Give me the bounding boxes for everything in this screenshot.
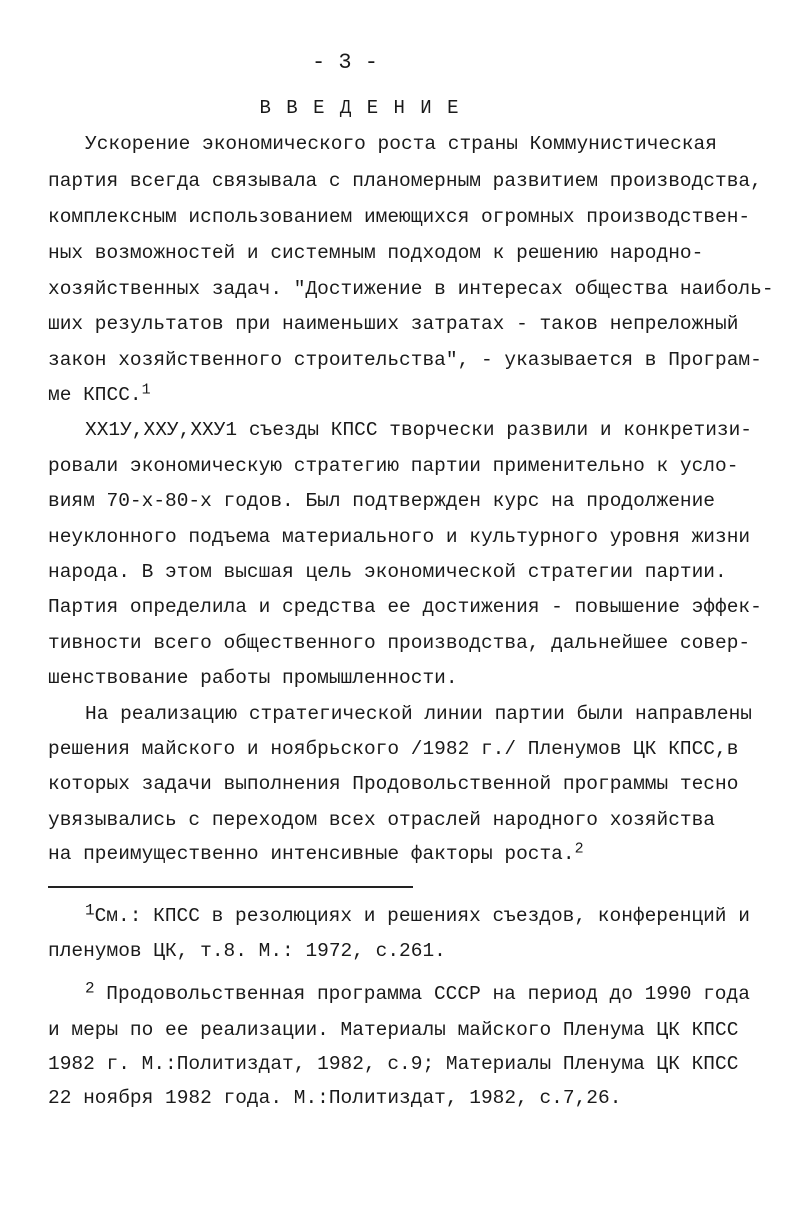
body-line: народа. В этом высшая цель экономической стратегии партии.: [48, 561, 727, 583]
footnote-1-line: [85, 901, 750, 927]
body-line-text: ме КПСС.: [48, 384, 142, 406]
body-line: комплексным использованием имеющихся огромных производствен-: [48, 206, 751, 228]
footnote-divider: [48, 886, 413, 888]
body-line: Партия определила и средства ее достижения - повышение эффек-: [48, 596, 762, 618]
body-line: виям 70-х-80-х годов. Был подтвержден курс на продолжение: [48, 490, 716, 512]
body-line-with-ref: [48, 381, 151, 406]
body-line: которых задачи выполнения Продовольственной программы тесно: [48, 773, 739, 795]
footnote-2-line: [85, 979, 750, 1005]
section-heading: В В Е Д Е Н И Е: [259, 97, 461, 119]
body-line-with-ref: [48, 840, 584, 865]
body-line: закон хозяйственного строительства", - указывается в Програм-: [48, 349, 762, 371]
footnote-1-text: См.: КПСС в резолюциях и решениях съездов, конференций и: [94, 905, 750, 927]
page-number: - 3 -: [311, 50, 378, 75]
body-line: неуклонного подъема материального и культурного уровня жизни: [48, 526, 751, 548]
body-line: хозяйственных задач. "Достижение в интересах общества наиболь-: [48, 278, 774, 300]
body-line: ХХ1У,ХХУ,ХХУ1 съезды КПСС творчески развили и конкретизи-: [85, 419, 753, 441]
footnote-2-text: Продовольственная программа СССР на период до 1990 года: [94, 983, 750, 1005]
footnote-1-mark: 1: [85, 901, 95, 920]
footnote-2-line: 22 ноября 1982 года. М.:Политиздат, 1982, с.7,26.: [48, 1087, 622, 1109]
footnote-ref-1: 1: [141, 381, 151, 399]
body-line: решения майского и ноябрьского /1982 г./ Пленумов ЦК КПСС,в: [48, 738, 739, 760]
body-line-text: на преимущественно интенсивные факторы роста.: [48, 843, 575, 865]
body-line: ровали экономическую стратегию партии применительно к усло-: [48, 455, 739, 477]
body-line: партия всегда связывала с планомерным развитием производства,: [48, 170, 762, 192]
body-line: шенствование работы промышленности.: [48, 667, 458, 689]
body-line: ных возможностей и системным подходом к решению народно-: [48, 242, 704, 264]
body-line: Ускорение экономического роста страны Коммунистическая: [85, 133, 717, 155]
footnote-1-line: пленумов ЦК, т.8. М.: 1972, с.261.: [48, 940, 446, 962]
body-line: На реализацию стратегической линии партии были направлены: [85, 703, 753, 725]
body-line: увязывались с переходом всех отраслей народного хозяйства: [48, 809, 716, 831]
footnote-2-line: 1982 г. М.:Политиздат, 1982, с.9; Материалы Пленума ЦК КПСС: [48, 1053, 739, 1075]
body-line: ших результатов при наименьших затратах - таков непреложный: [48, 313, 739, 335]
body-line: тивности всего общественного производства, дальнейшее совер-: [48, 632, 751, 654]
footnote-ref-2: 2: [574, 840, 584, 858]
footnote-2-mark: 2: [85, 979, 95, 998]
footnote-2-line: и меры по ее реализации. Материалы майского Пленума ЦК КПСС: [48, 1019, 739, 1041]
